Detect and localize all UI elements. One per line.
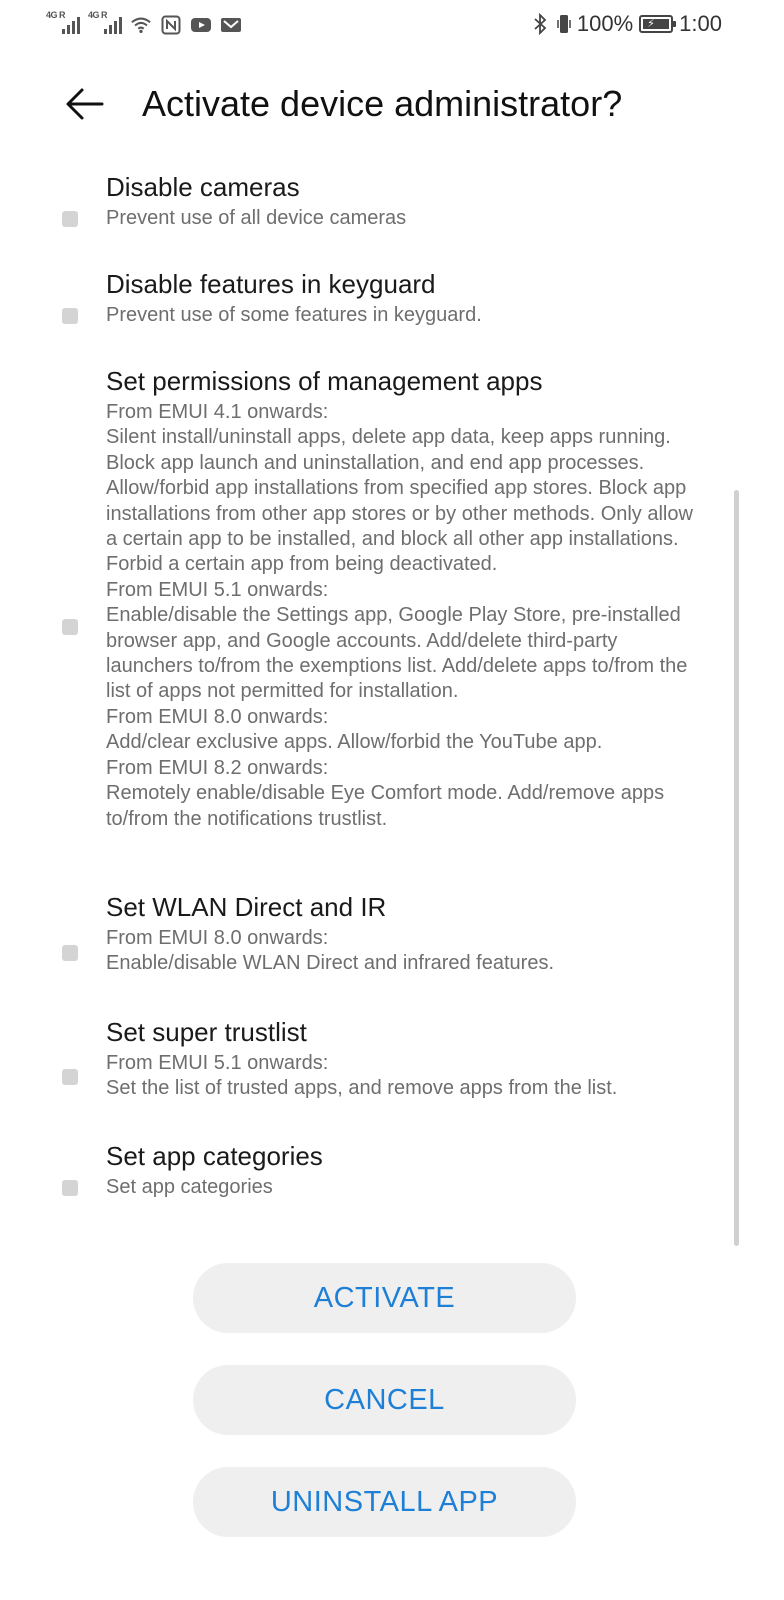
- permission-item-management-apps: [0, 364, 740, 890]
- checkbox: [62, 1069, 78, 1085]
- wifi-icon: [130, 14, 152, 36]
- bluetooth-icon: [529, 13, 551, 35]
- header: [0, 70, 784, 140]
- permission-title: Set app categories: [106, 1141, 323, 1171]
- permission-item-wlan-direct-ir: [0, 890, 740, 1015]
- uninstall-app-button[interactable]: UNINSTALL APP: [193, 1467, 576, 1537]
- permission-title: Set super trustlist: [106, 1017, 307, 1047]
- back-arrow-icon[interactable]: [62, 82, 106, 126]
- permission-title: Disable features in keyguard: [106, 269, 436, 299]
- permission-item-disable-keyguard-features: [0, 267, 740, 364]
- signal-icon: [46, 12, 80, 36]
- youtube-icon: [190, 14, 212, 36]
- signal-icon: [88, 12, 122, 36]
- permission-list: [0, 170, 740, 1236]
- battery-icon: ⚡: [639, 15, 673, 33]
- checkbox: [62, 945, 78, 961]
- permission-item-app-categories: [0, 1139, 740, 1236]
- battery-percent: 100%: [576, 11, 634, 36]
- permission-title: Set WLAN Direct and IR: [106, 892, 387, 922]
- permission-item-disable-cameras: [0, 170, 740, 267]
- permission-description: From EMUI 4.1 onwards: Silent install/uninstall apps, delete app data, keep apps running. Block app launch and uninstallation, and end app processes. Allow/forbid app installations from specified app stores. Block app installations from other app stores or by other methods. Only allow a certain app to be installed, and block all other app installations. Forbid a certain app from being deactivated. From EMUI 5.1 onwards: Enable/disable the Settings app, Google Play Store, pre-installed browser app, and Google accounts. Add/delete third-party launchers to/from the exemptions list. Add/delete apps to/from the list of apps not permitted for installation. From EMUI 8.0 onwards: Add/clear exclusive apps. Allow/forbid the YouTube app. From EMUI 8.2 onwards: Remotely enable/disable Eye Comfort mode. Add/remove apps to/from the notifications trustlist.: [106, 401, 693, 830]
- signal-2-tag: 4G R: [88, 10, 108, 20]
- permission-title: Disable cameras: [106, 172, 300, 202]
- scrollbar[interactable]: [734, 490, 739, 1246]
- permission-title: Set permissions of management apps: [106, 366, 543, 396]
- permission-description: Set app categories: [106, 1176, 273, 1198]
- signal-1-tag: 4G R: [46, 10, 66, 20]
- checkbox: [62, 1180, 78, 1196]
- permission-description: Prevent use of some features in keyguard.: [106, 304, 482, 326]
- gmail-icon: [220, 14, 242, 36]
- permission-description: From EMUI 8.0 onwards: Enable/disable WLAN Direct and infrared features.: [106, 927, 555, 975]
- status-bar-left: [46, 10, 242, 36]
- permission-item-super-trustlist: [0, 1015, 740, 1139]
- vibrate-icon: [557, 13, 571, 35]
- activate-button[interactable]: ACTIVATE: [193, 1263, 576, 1333]
- status-bar-right: [529, 10, 722, 38]
- status-bar: [0, 0, 784, 48]
- cancel-button[interactable]: CANCEL: [193, 1365, 576, 1435]
- checkbox: [62, 619, 78, 635]
- clock: 1:00: [679, 11, 722, 36]
- permission-description: Prevent use of all device cameras: [106, 207, 407, 229]
- checkbox: [62, 308, 78, 324]
- checkbox: [62, 211, 78, 227]
- nfc-icon: [160, 14, 182, 36]
- permission-description: From EMUI 5.1 onwards: Set the list of trusted apps, and remove apps from the list.: [106, 1052, 618, 1100]
- page-title: Activate device administrator?: [142, 83, 623, 124]
